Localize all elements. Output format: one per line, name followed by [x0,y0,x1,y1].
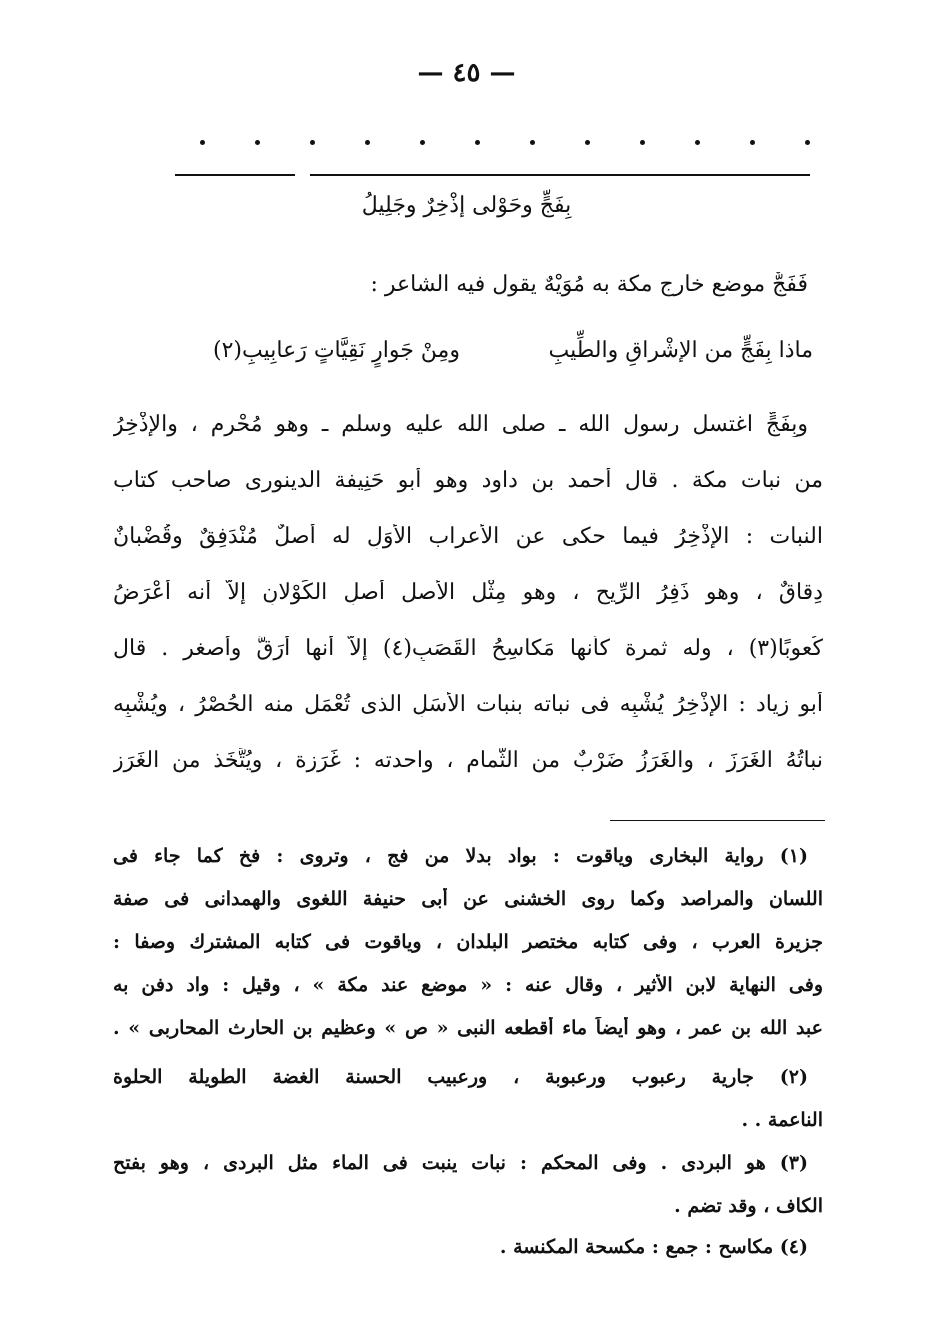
body-line: كُعوبًا(٣) ، وله ثمرة كأنها مَكاسِحُ القَصَبِ(٤) إلاَّ أنها أَرَقُّ وأصغر . قال [113,636,823,661]
ornament-dot [310,140,315,145]
ornament-dot [805,140,810,145]
footnote-line: عبد الله بن عمر ، وهو أيضاً ماء أقطعه النبى « ص » وعظيم بن الحارث المحاربى » . [113,1017,823,1039]
ornament-dot [475,140,480,145]
ornament-dot [200,140,205,145]
body-line: دِقاقٌ ، وهو ذَفِرُ الرِّيح ، وهو مِثْل الأصل أصلِ الكَوْلانِ إلاَّ أنه أعْرَضُ [113,580,823,605]
body-line: وبِفَجٍّ اغتسل رسول الله ـ صلى الله عليه وسلم ـ وهو مُحْرِم ، والإِذْخِرُ [113,412,808,437]
footnote-line: (٤) مكاسح : جمع : مكسحة المكنسة . [499,1236,808,1258]
footnote-line: جزيرة العرب ، وفى كتابه مختصر البلدان ، وياقوت فى كتابه المشترك وصفا : [113,931,823,953]
ornament-dot [420,140,425,145]
footnote-line: الناعمة . . [741,1109,823,1131]
header-rule-left [175,174,295,176]
ornament-dot [530,140,535,145]
intro-line: فَفَجٌّ موضع خارج مكة به مُوَيْهٌ يقول فيه الشاعر : [370,272,808,297]
footnote-line: (٣) هو البردى . وفى المحكم : نبات ينبت فى الماء مثل البردى ، وهو بفتح [113,1152,808,1174]
ornament-dot [255,140,260,145]
ornament-dots [200,140,810,145]
footnote-line: وفى النهاية لابن الأثير ، وقال عنه : « موضع عند مكة » ، وقيل : واد دفن به [113,974,823,996]
ornament-dot [640,140,645,145]
verse-top: بِفَجٍّ وحَوْلى إذْخِرٌ وجَلِيلُ [361,193,572,218]
footnote-line: اللسان والمراصد وكما روى الخشنى عن أبى حنيفة اللغوى والهمدانى فى صفة [113,888,823,910]
ornament-dot [365,140,370,145]
body-line: من نبات مكة . قال أحمد بن داود وهو أبو حَنِيفة الدينورى صاحب كتاب [113,468,823,493]
body-line: نباتُهُ الغَرَزَ ، والغَرَزُ ضَرْبٌ من الثُّمام ، واحدته : غَرَزة ، ويُتَّخَذ من الغَرَز [113,748,823,773]
footnote-line: الكاف ، وقد تضم . [674,1195,823,1217]
poem-line [213,338,813,363]
footnote-line: (٢) جارية رعبوب ورعبوبة ، ورعبيب الحسنة الغضة الطويلة الحلوة [113,1066,808,1088]
footnote-rule [610,820,825,821]
body-line: النبات : الإِذْخِرُ فيما حكى عن الأعراب الأُوَلِ له أصلٌ مُنْدَفِقٌ وقُضْبانٌ [113,524,823,549]
ornament-dot [750,140,755,145]
ornament-dot [585,140,590,145]
ornament-dot [695,140,700,145]
poem-hemistich-right: ماذا بِفَجٍّ من الإشْراقِ والطِّيبِ [548,338,813,363]
poem-hemistich-left: ومِنْ جَوارٍ نَقِيَّاتٍ رَعابِيبِ(٢) [213,338,460,363]
body-line: أبو زِياد : الإِذْخِرُ يُشْبِه فى نباته بنبات الأَسَلِ الذى تُعْمَل منه الحُصْرُ ، ويُشْبِه [113,692,823,717]
header-rule-right [310,174,810,176]
footnote-line: (١) رواية البخارى وياقوت : بواد بدلا من فج ، وتروى : فخ كما جاء فى [113,845,808,867]
page-number: — ٤٥ — [417,58,516,88]
